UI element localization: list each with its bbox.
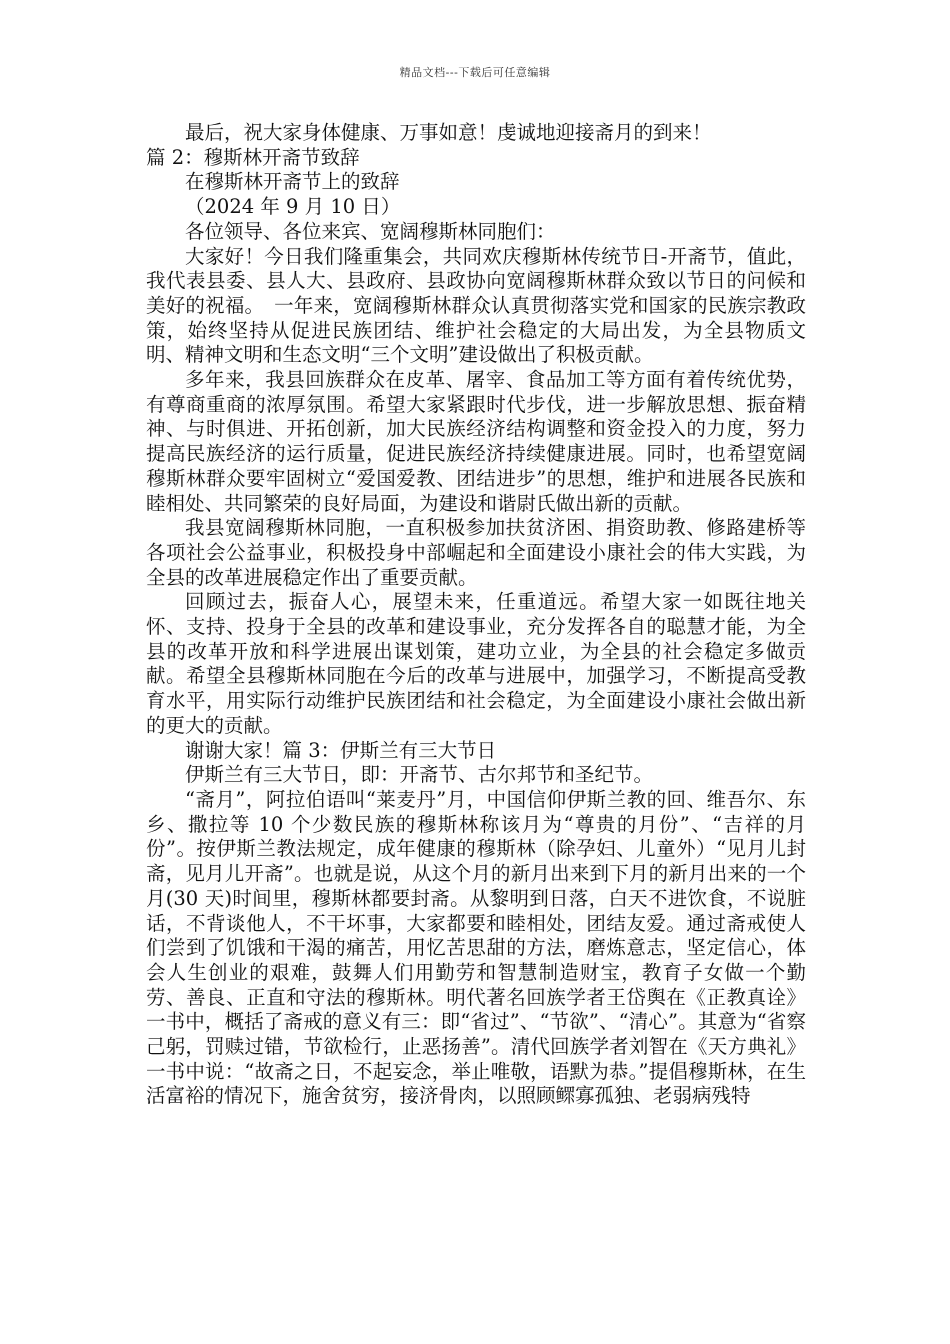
paragraph-closing-wishes: 最后，祝大家身体健康、万事如意！虔诚地迎接斋月的到来！ — [185, 121, 712, 144]
paragraph-public-welfare: 我县宽阔穆斯林同胞，一直积极参加扶贫济困、捐资助教、修路建桥等各项社会公益事业，积极投身中部崛起和全面建设小康社会的伟大实践，为全县的改革进展稳定作出了重要贡献。 — [146, 516, 806, 589]
paragraph-greeting: 大家好！今日我们隆重集会，共同欢庆穆斯林传统节日-开斋节，值此，我代表县委、县人大、县政府、县政协向宽阔穆斯林群众致以节日的问候和美好的祝福。 一年来，宽阔穆斯林群众认真贯彻落实党和国家的民族宗教政策，始终坚持从促进民族团结、维护社会稳定的大局出发，为全县物质文明、精神文明和生态文明“三个文明”建设做出了积极贡献。 — [146, 244, 806, 367]
paragraph-three-festivals: 伊斯兰有三大节日，即：开斋节、古尔邦节和圣纪节。 — [185, 763, 654, 787]
paragraph-economy: 多年来，我县回族群众在皮革、屠宰、食品加工等方面有着传统优势，有尊商重商的浓厚氛围。希望大家紧跟时代步伐，进一步解放思想、振奋精神、与时俱进、开拓创新，加大民族经济结构调整和资金投入的力度，努力提高民族经济的运行质量，促进民族经济持续健康进展。同时，也希望宽阔穆斯林群众要牢固树立“爱国爱教、团结进步”的思想，维护和进展各民族和睦相处、共同繁荣的良好局面，为建设和谐尉氏做出新的贡献。 — [146, 368, 806, 515]
section-heading-2: 篇 2：穆斯林开斋节致辞 — [146, 145, 360, 169]
speech-salutation: 各位领导、各位来宾、宽阔穆斯林同胞们： — [185, 219, 556, 243]
page-header: 精品文档---下载后可任意编辑 — [399, 66, 551, 79]
speech-date: （2024 年 9 月 10 日） — [185, 195, 401, 219]
speech-title: 在穆斯林开斋节上的致辞 — [185, 170, 400, 194]
section-heading-3: 谢谢大家！篇 3：伊斯兰有三大节日 — [185, 738, 497, 762]
document-body — [146, 121, 806, 1109]
paragraph-outlook: 回顾过去，振奋人心，展望未来，任重道远。希望大家一如既往地关怀、支持、投身于全县的改革和建设事业，充分发挥各自的聪慧才能，为全县的改革开放和科学进展出谋划策，建功立业，为全县的社会稳定多做贡献。希望全县穆斯林同胞在今后的改革与进展中，加强学习，不断提高受教育水平，用实际行动维护民族团结和社会稳定，为全面建设小康社会做出新的更大的贡献。 — [146, 590, 806, 737]
paragraph-ramadan: “斋月”，阿拉伯语叫“莱麦丹”月，中国信仰伊斯兰教的回、维吾尔、东乡、撒拉等 10 个少数民族的穆斯林称该月为“尊贵的月份”、“吉祥的月份”。按伊斯兰教法规定，成年健康的穆斯林（除孕妇、儿童外）“见月儿封斋，见月儿开斋”。也就是说，从这个月的新月出来到下月的新月出来的一个月(30 天)时间里，穆斯林都要封斋。从黎明到日落，白天不进饮食，不说脏话，不背谈他人，不干坏事，大家都要和睦相处，团结友爱。通过斋戒使人们尝到了饥饿和干渴的痛苦，用忆苦思甜的方法，磨炼意志，坚定信心，体会人生创业的艰难，鼓舞人们用勤劳和智慧制造财宝，教育子女做一个勤劳、善良、正直和守法的穆斯林。明代著名回族学者王岱舆在《正教真诠》一书中，概括了斋戒的意义有三：即“省过”、“节欲”、“清心”。其意为“省察己躬，罚赎过错，节欲检行，止恶扬善”。清代回族学者刘智在《天方典礼》一书中说：“故斋之日，不起妄念，举止唯敬，语默为恭。”提倡穆斯林，在生活富裕的情况下，施舍贫穷，接济骨肉，以照顾鳏寡孤独、老弱病残特 — [146, 787, 806, 1108]
